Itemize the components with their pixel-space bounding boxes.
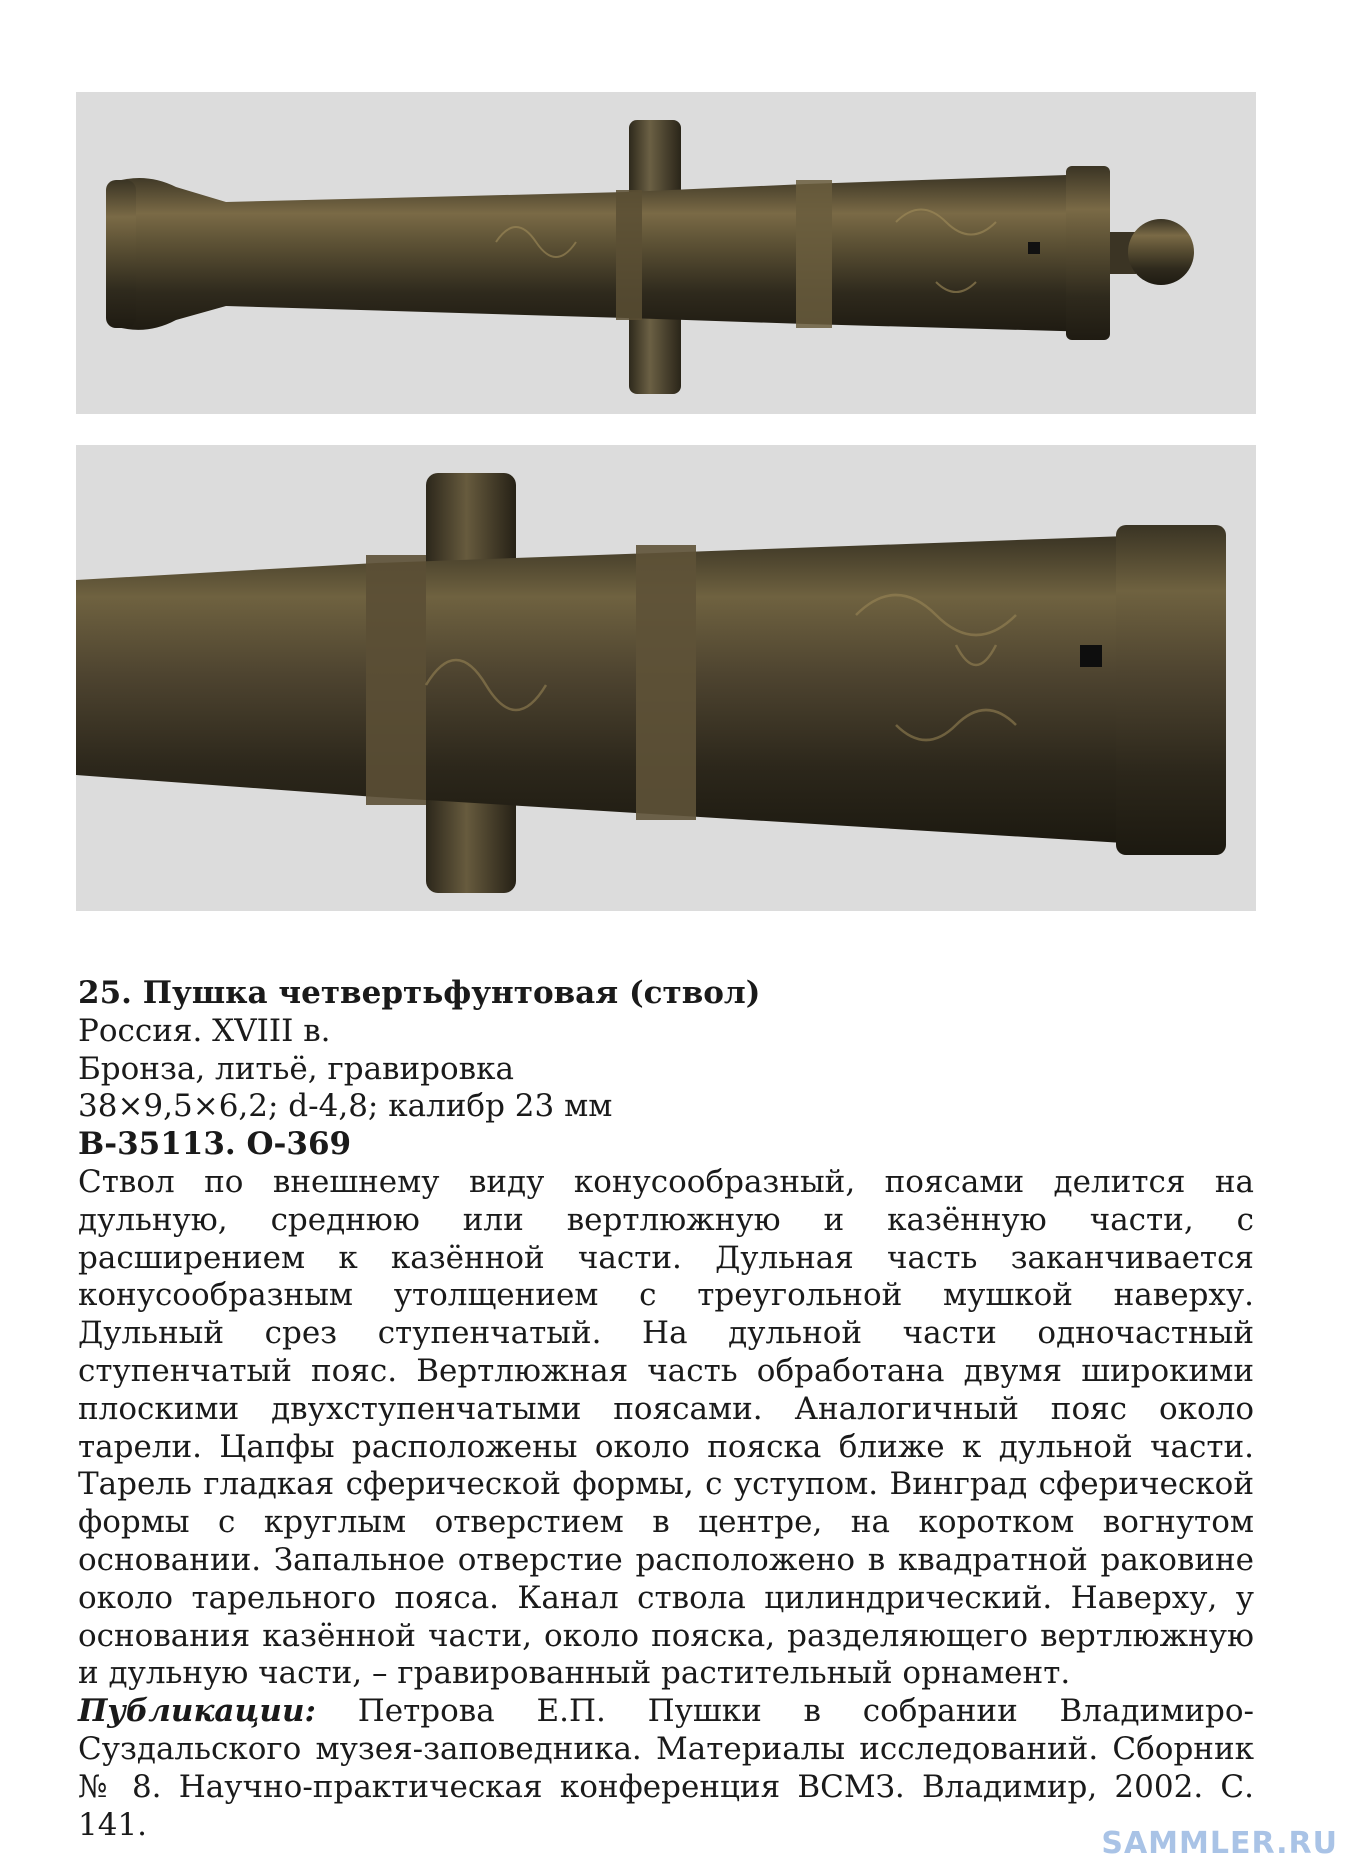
entry-number: 25. bbox=[78, 975, 132, 1011]
publications-label: Публикации: bbox=[78, 1693, 316, 1730]
publications-text: Петрова Е.П. Пушки в собрании Владимиро-Суздальского музея-заповедника. Материалы исследований. Сборник № 8. Научно-практическая конференция ВСМЗ. Владимир, 2002. С. 141. bbox=[78, 1693, 1254, 1843]
entry-dimensions: 38×9,5×6,2; d-4,8; калибр 23 мм bbox=[78, 1088, 613, 1125]
entry-title bbox=[78, 975, 1254, 1013]
entry-description: Ствол по внешнему виду конусообразный, поясами делится на дульную, среднюю или вертлюжную и казённую части, с расширением к казённой части. Дульная часть заканчивается конусообразным утолщением с треугольной мушкой наверху. Дульный срез ступенчатый. На дульной части одночастный ступенчатый пояс. Вертлюжная часть обработана двумя широкими плоскими двухступенчатыми поясами. Аналогичный пояс около тарели. Цапфы расположены около пояска ближе к дульной части. Тарель гладкая сферической формы, с уступом. Винград сферической формы с круглым отверстием в центре, на коротком вогнутом основании. Запальное отверстие расположено в квадратной раковине около тарельного пояса. Канал ствола цилиндрический. Наверху, у основания казённой части, около пояска, разделяющего вертлюжную и дульную части, – гравированный растительный орнамент. bbox=[78, 1163, 1254, 1692]
entry-inventory: В-35113. О-369 bbox=[78, 1126, 352, 1163]
catalog-entry bbox=[78, 975, 1254, 1844]
entry-publications bbox=[78, 1693, 1254, 1844]
entry-material: Бронза, литьё, гравировка bbox=[78, 1050, 514, 1087]
watermark: SAMMLER.RU bbox=[1101, 1826, 1338, 1861]
entry-name: Пушка четвертьфунтовая (ствол) bbox=[142, 975, 761, 1011]
cannon-photo-full bbox=[76, 92, 1256, 414]
cannon-detail-drawing bbox=[76, 445, 1256, 911]
entry-origin: Россия. XVIII в. bbox=[78, 1012, 331, 1049]
cannon-photo-detail bbox=[76, 445, 1256, 911]
cannon-full-drawing bbox=[76, 92, 1256, 414]
